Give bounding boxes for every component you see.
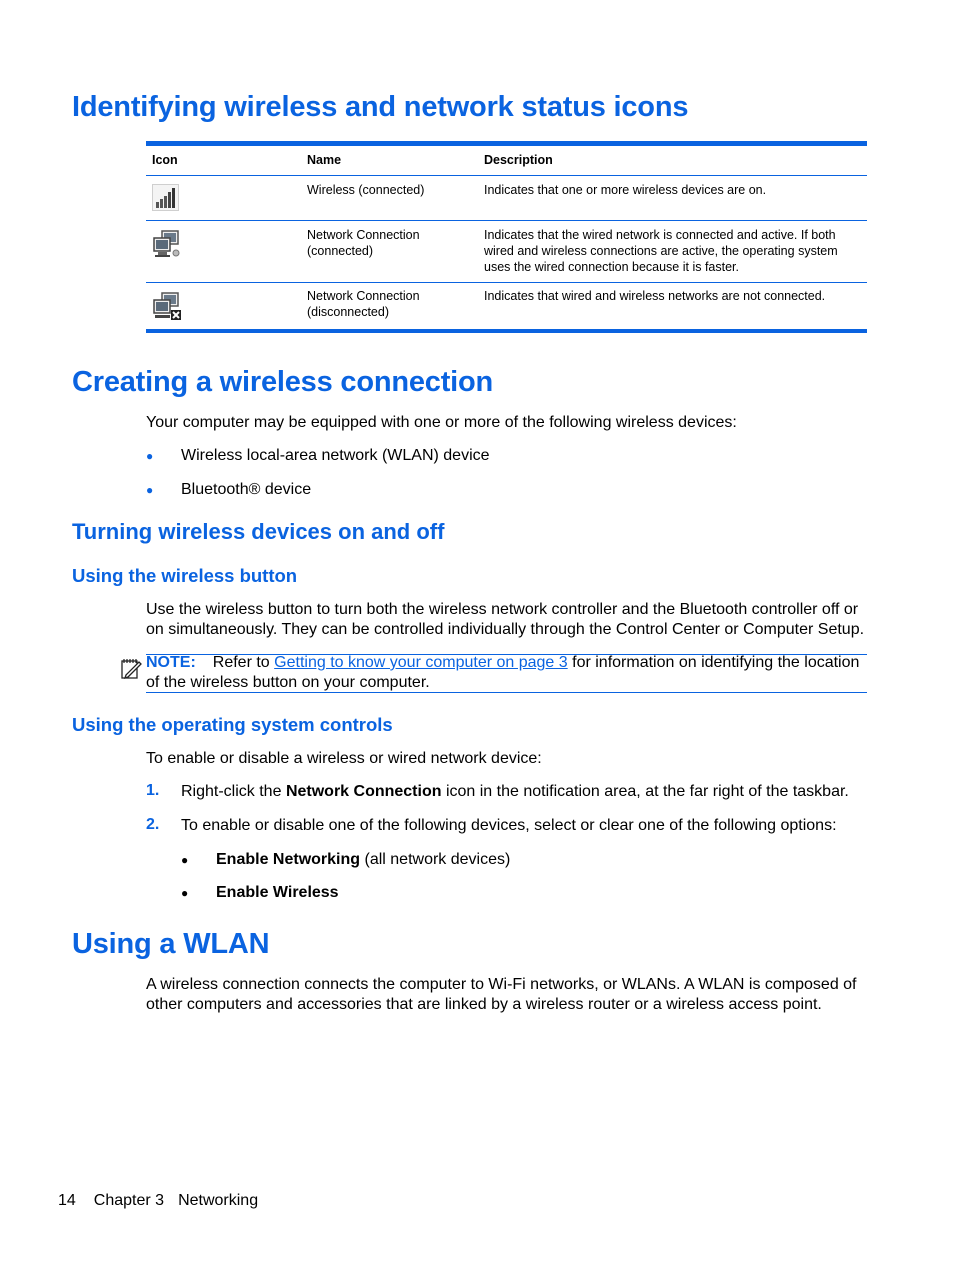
- heading-using-wlan: Using a WLAN: [72, 928, 270, 960]
- heading-status-icons: Identifying wireless and network status icons: [72, 91, 689, 123]
- wireless-signal-icon: [152, 184, 179, 211]
- network-disconnected-icon: [152, 291, 182, 321]
- step-text: [181, 782, 849, 802]
- table-header-rule: [146, 175, 867, 176]
- wireless-button-paragraph: Use the wireless button to turn both the wireless network controller and the Bluetooth controller off or on simultaneously. They can be controlled individually through the Control Center or Computer Setup.: [146, 601, 865, 638]
- note-text: [146, 653, 871, 692]
- wlan-paragraph: A wireless connection connects the computer to Wi-Fi networks, or WLANs. A WLAN is composed of other computers and accessories that are linked by a wireless router or a wireless access point.: [146, 976, 857, 1013]
- list-item-text: Wireless local-area network (WLAN) device: [181, 447, 490, 464]
- page-footer: [58, 1192, 258, 1210]
- heading-os-controls: Using the operating system controls: [72, 714, 393, 735]
- step-text-post: icon in the notification area, at the far right of the taskbar.: [445, 783, 849, 800]
- row-description: Indicates that wired and wireless networks are not connected.: [484, 289, 826, 303]
- page-number: 14: [58, 1192, 76, 1209]
- row-name: Network Connection (connected): [307, 228, 420, 258]
- note-pre: Refer to: [212, 654, 270, 671]
- getting-to-know-link[interactable]: Getting to know your computer on page 3: [274, 654, 568, 671]
- step-text-bold: Network Connection: [285, 783, 442, 800]
- table-top-rule: [146, 141, 867, 146]
- list-item-text: Bluetooth® device: [181, 481, 312, 498]
- row-name: Wireless (connected): [307, 183, 425, 197]
- creating-intro: Your computer may be equipped with one or more of the following wireless devices:: [146, 414, 737, 431]
- table-header-icon: Icon: [152, 153, 178, 167]
- os-intro: To enable or disable a wireless or wired network device:: [146, 750, 542, 767]
- footer-title: Networking: [178, 1192, 259, 1209]
- step-text-pre: Right-click the: [181, 783, 282, 800]
- table-header-description: Description: [484, 153, 553, 167]
- note-label: NOTE:: [146, 654, 196, 671]
- table-bottom-rule: [146, 329, 867, 333]
- table-row-rule: [146, 220, 867, 221]
- note-post: for information on identifying the location of the wireless button on your computer.: [146, 654, 860, 691]
- row-name: Network Connection (disconnected): [307, 289, 420, 319]
- table-header-name: Name: [307, 153, 342, 167]
- row-description: Indicates that the wired network is connected and active. If both wired and wireless connections are active, the operating system uses the wired connection because it is faster.: [484, 228, 838, 274]
- option-bold: Enable Wireless: [216, 884, 339, 901]
- bullet-icon: ●: [146, 449, 154, 463]
- row-description: Indicates that one or more wireless devices are on.: [484, 183, 767, 197]
- step-number: 2.: [146, 816, 160, 833]
- option-text: [216, 883, 339, 903]
- step-text: To enable or disable one of the following devices, select or clear one of the following options:: [181, 817, 837, 834]
- bullet-icon: ●: [181, 853, 189, 867]
- option-post: (all network devices): [364, 851, 511, 868]
- heading-turning-devices: Turning wireless devices on and off: [72, 519, 445, 544]
- note-pad-icon: [119, 656, 143, 680]
- status-icons-table: [146, 141, 867, 333]
- note-bottom-rule: [146, 692, 867, 693]
- heading-wireless-button: Using the wireless button: [72, 565, 298, 586]
- step-number: 1.: [146, 782, 160, 799]
- option-text: [216, 850, 510, 870]
- option-bold: Enable Networking: [216, 851, 361, 868]
- table-row-rule: [146, 282, 867, 283]
- bullet-icon: ●: [181, 886, 189, 900]
- footer-chapter: Chapter 3: [93, 1192, 165, 1209]
- heading-creating-connection: Creating a wireless connection: [72, 366, 494, 398]
- network-connected-icon: [152, 229, 182, 259]
- bullet-icon: ●: [146, 483, 154, 497]
